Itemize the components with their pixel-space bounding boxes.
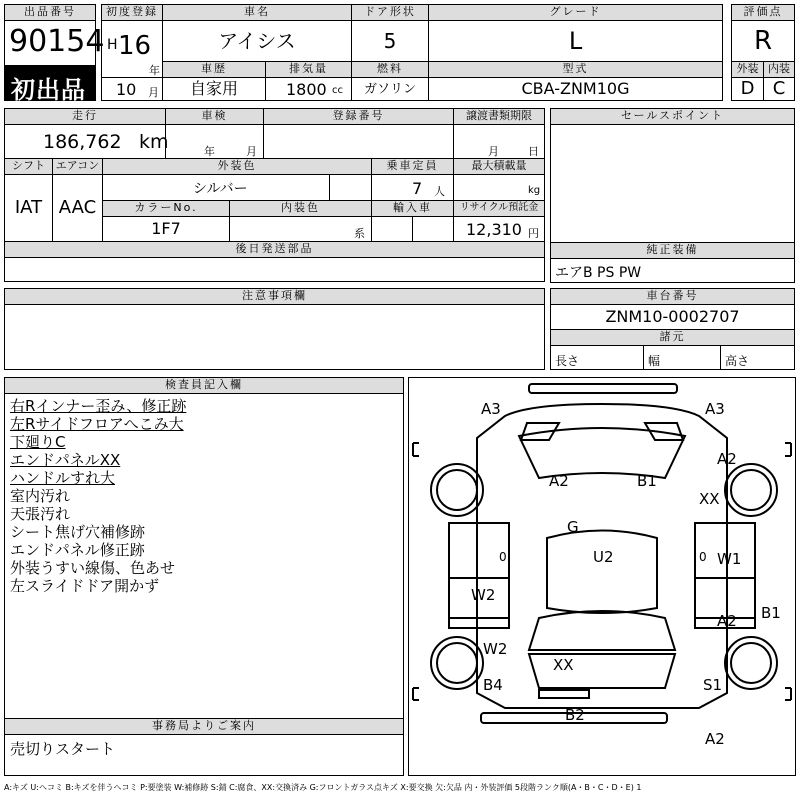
- shift-cell: [4, 174, 53, 242]
- int-color-cell: [229, 216, 372, 242]
- inspector-note-line: 下廻りC: [10, 433, 66, 451]
- windshield-shape: [519, 428, 685, 478]
- score-header: 評価点: [731, 4, 795, 21]
- transfer-day-unit: 日: [528, 145, 539, 158]
- first-reg-cell: [101, 20, 163, 78]
- sales-points-cell: [550, 124, 795, 243]
- inspector-note-line: 外装うすい線傷、色あせ: [10, 559, 176, 577]
- inspector-note-line: 左Rサイドフロアへこみ大: [10, 415, 184, 433]
- inspector-note-line: 左スライドドア開かず: [10, 577, 160, 595]
- wheel-rear-left-inner: [437, 643, 477, 683]
- chassis-no-cell: [550, 304, 795, 330]
- mileage-unit: km: [139, 131, 169, 153]
- recycle-cell: [453, 216, 545, 242]
- import-cell-a: [371, 216, 413, 242]
- notes-header: 注意事項欄: [4, 288, 545, 305]
- damage-a3-left: A3: [481, 400, 501, 418]
- right-rear-bracket: [785, 688, 791, 700]
- displacement-cell: [265, 77, 352, 101]
- int-color-suffix: 系: [354, 227, 365, 240]
- fuel-cell: [351, 77, 429, 101]
- history-cell: [162, 77, 266, 101]
- lot-number-cell: [4, 20, 105, 66]
- aircon-cell: [52, 174, 103, 242]
- displacement-value: 1800: [286, 80, 327, 99]
- max-load-unit: kg: [528, 185, 541, 196]
- specs-header: 諸元: [550, 329, 795, 346]
- spec-height-cell: [720, 345, 795, 370]
- inspector-notes-cell: [4, 393, 404, 719]
- inspector-notes-list: [10, 397, 186, 595]
- legend-text: A:キズ U:ヘコミ B:キズを伴うヘコミ P:要塗装 W:補修跡 S:錆 C:腐食、XX:交換済み G:フロントガラス点キズ X:要交換 欠:欠品 内・外装評価 5段階ランク順(A・B・C・D・E) 1: [4, 783, 642, 792]
- inspector-note-line: シート焦げ穴補修跡: [10, 523, 146, 541]
- chassis-no-value: ZNM10-0002707: [605, 307, 740, 326]
- fuel-header: 燃料: [351, 61, 429, 78]
- aircon-value: AAC: [58, 197, 97, 218]
- aircon-header: エアコン: [52, 158, 103, 175]
- damage-zero-right: 0: [699, 550, 707, 564]
- car-name-header: 車名: [162, 4, 352, 21]
- genuine-equipment-value: エアB PS PW: [555, 265, 642, 281]
- ext-color-header: 外装色: [102, 158, 372, 175]
- damage-a2-right-rear: A2: [717, 612, 737, 630]
- right-mirror-bracket: [785, 443, 791, 456]
- history-value: 自家用: [189, 79, 238, 98]
- car-name-cell: [162, 20, 352, 62]
- ext-color-value: シルバー: [193, 181, 248, 197]
- model-code-header: 型式: [428, 61, 723, 78]
- damage-b2-rear: B2: [565, 706, 585, 724]
- reg-no-cell: [263, 124, 454, 159]
- door-type-cell: [351, 20, 429, 62]
- max-load-header: 最大積載量: [453, 158, 545, 175]
- chassis-no-header: 車台番号: [550, 288, 795, 305]
- car-name: アイシス: [218, 29, 296, 53]
- damage-g-windshield: G: [567, 518, 579, 536]
- spec-width-label: 幅: [648, 354, 661, 368]
- interior-header: 内装: [763, 61, 795, 78]
- right-door-front: [695, 523, 755, 618]
- damage-b1-roof: B1: [637, 472, 657, 490]
- first-reg-era: H: [107, 37, 118, 53]
- first-listing-label: 初出品: [11, 76, 86, 104]
- rear-hatch: [529, 654, 675, 688]
- inspection-header: 車検: [165, 108, 264, 125]
- first-listing-badge: [4, 65, 96, 104]
- mileage-header: 走行: [4, 108, 166, 125]
- sales-points-header: セールスポイント: [550, 108, 795, 125]
- transfer-docs-header: 譲渡書類期限: [453, 108, 545, 125]
- model-code-cell: [428, 77, 723, 101]
- capacity-header: 乗車定員: [371, 158, 454, 175]
- color-no-cell: [102, 216, 230, 242]
- mileage-cell: [4, 124, 169, 159]
- color-no-header: カラーNo.: [102, 200, 230, 217]
- damage-a2-bumper: A2: [705, 730, 725, 748]
- recycle-header: リサイクル預託金: [453, 200, 545, 217]
- damage-diagram-frame: [408, 377, 796, 776]
- damage-w1-right: W1: [717, 550, 742, 568]
- spec-length-label: 長さ: [555, 354, 580, 368]
- damage-a2-right-front: A2: [717, 450, 737, 468]
- recycle-unit: 円: [528, 227, 539, 240]
- wheel-rear-right-inner: [731, 643, 771, 683]
- exterior-grade: D: [740, 78, 755, 99]
- office-notes-header: 事務局よりご案内: [4, 718, 404, 735]
- car-diagram: [409, 378, 795, 775]
- capacity-unit: 人: [434, 185, 445, 198]
- damage-b4-left-rear: B4: [483, 676, 503, 694]
- capacity-cell: [371, 174, 454, 201]
- wheel-front-right-inner: [731, 470, 771, 510]
- grade-value: L: [568, 27, 583, 55]
- max-load-cell: [453, 174, 545, 201]
- fuel-value: ガソリン: [363, 82, 416, 97]
- inspector-note-line: 右Rインナー歪み、修正跡: [10, 397, 187, 415]
- notes-cell: [4, 304, 545, 370]
- color-no-value: 1F7: [151, 219, 181, 238]
- rear-bumper-small: [539, 690, 589, 698]
- score-value: R: [753, 26, 773, 56]
- later-parts-cell: [4, 257, 545, 282]
- displacement-unit: cc: [332, 85, 343, 96]
- wheel-front-left: [431, 464, 483, 516]
- wheel-front-left-inner: [437, 470, 477, 510]
- genuine-equipment-header: 純正装備: [550, 242, 795, 259]
- import-cell-b: [412, 216, 454, 242]
- mileage-value: 186,762: [43, 131, 122, 153]
- inspection-cell: [165, 124, 264, 159]
- wheel-rear-right: [725, 637, 777, 689]
- first-reg-month-unit: 月: [148, 86, 159, 99]
- office-notes-value: 売切りスタート: [10, 740, 116, 758]
- door-count: 5: [383, 29, 397, 53]
- inspection-year-unit: 年: [204, 145, 215, 158]
- grade-header: グレード: [428, 4, 723, 21]
- spec-length-cell: [550, 345, 644, 370]
- damage-b1-right-rear: B1: [761, 604, 781, 622]
- damage-a3-right: A3: [705, 400, 725, 418]
- wheel-front-right: [725, 464, 777, 516]
- lot-number-header: 出品番号: [4, 4, 96, 21]
- displacement-header: 排気量: [265, 61, 352, 78]
- inspector-note-line: 室内汚れ: [10, 487, 71, 505]
- ext-color-cell: [102, 174, 372, 201]
- score-cell: [731, 20, 795, 62]
- first-reg-month: 10: [116, 80, 137, 99]
- history-header: 車歴: [162, 61, 266, 78]
- model-code: CBA-ZNM10G: [521, 79, 630, 98]
- damage-u2-roof: U2: [593, 548, 614, 566]
- shift-value: IAT: [14, 197, 43, 218]
- exterior-grade-cell: [731, 77, 764, 101]
- later-parts-header: 後日発送部品: [4, 241, 545, 258]
- interior-grade: C: [772, 78, 786, 99]
- first-reg-month-cell: [101, 77, 163, 101]
- shift-header: シフト: [4, 158, 53, 175]
- inspector-note-line: エンドパネルXX: [10, 451, 121, 469]
- inspector-notes-header: 検査員記入欄: [4, 377, 404, 394]
- spec-width-cell: [643, 345, 721, 370]
- int-color-header: 内装色: [229, 200, 372, 217]
- interior-grade-cell: [763, 77, 795, 101]
- damage-a2-roof-front: A2: [549, 472, 569, 490]
- inspector-note-line: エンドパネル修正跡: [10, 541, 145, 559]
- inspector-note-line: 天張汚れ: [10, 505, 71, 523]
- wheel-rear-left: [431, 637, 483, 689]
- first-reg-year-unit: 年: [149, 64, 160, 77]
- exterior-header: 外装: [731, 61, 764, 78]
- left-mirror-bracket: [413, 443, 419, 456]
- first-reg-header: 初度登録: [101, 4, 163, 21]
- door-type-header: ドア形状: [351, 4, 429, 21]
- recycle-value: 12,310: [466, 220, 522, 239]
- roof-shape: [547, 531, 657, 614]
- office-notes-cell: [4, 734, 404, 776]
- damage-xx-rear: XX: [553, 656, 574, 674]
- left-rear-bracket: [413, 688, 419, 700]
- ext-color-divider: [329, 174, 330, 201]
- transfer-docs-cell: [453, 124, 545, 159]
- transfer-month-unit: 月: [488, 145, 499, 158]
- genuine-equipment-cell: [550, 258, 795, 283]
- first-reg-year: 16: [118, 31, 152, 61]
- grade-cell: [428, 20, 723, 62]
- inspector-note-line: ハンドルすれ大: [10, 469, 116, 487]
- damage-zero-left: 0: [499, 550, 507, 564]
- lot-number: 90154: [9, 24, 105, 59]
- spec-height-label: 高さ: [725, 354, 750, 368]
- reg-no-header: 登録番号: [263, 108, 454, 125]
- import-header: 輸入車: [371, 200, 454, 217]
- damage-xx-right-front: XX: [699, 490, 720, 508]
- damage-s1-right-rear: S1: [703, 676, 723, 694]
- front-bumper-shape: [529, 384, 677, 393]
- damage-w2-left-front: W2: [471, 586, 496, 604]
- capacity-value: 7: [412, 179, 423, 198]
- rear-window-shape: [529, 611, 675, 650]
- inspection-month-unit: 月: [246, 145, 257, 158]
- damage-w2-left-rear: W2: [483, 640, 508, 658]
